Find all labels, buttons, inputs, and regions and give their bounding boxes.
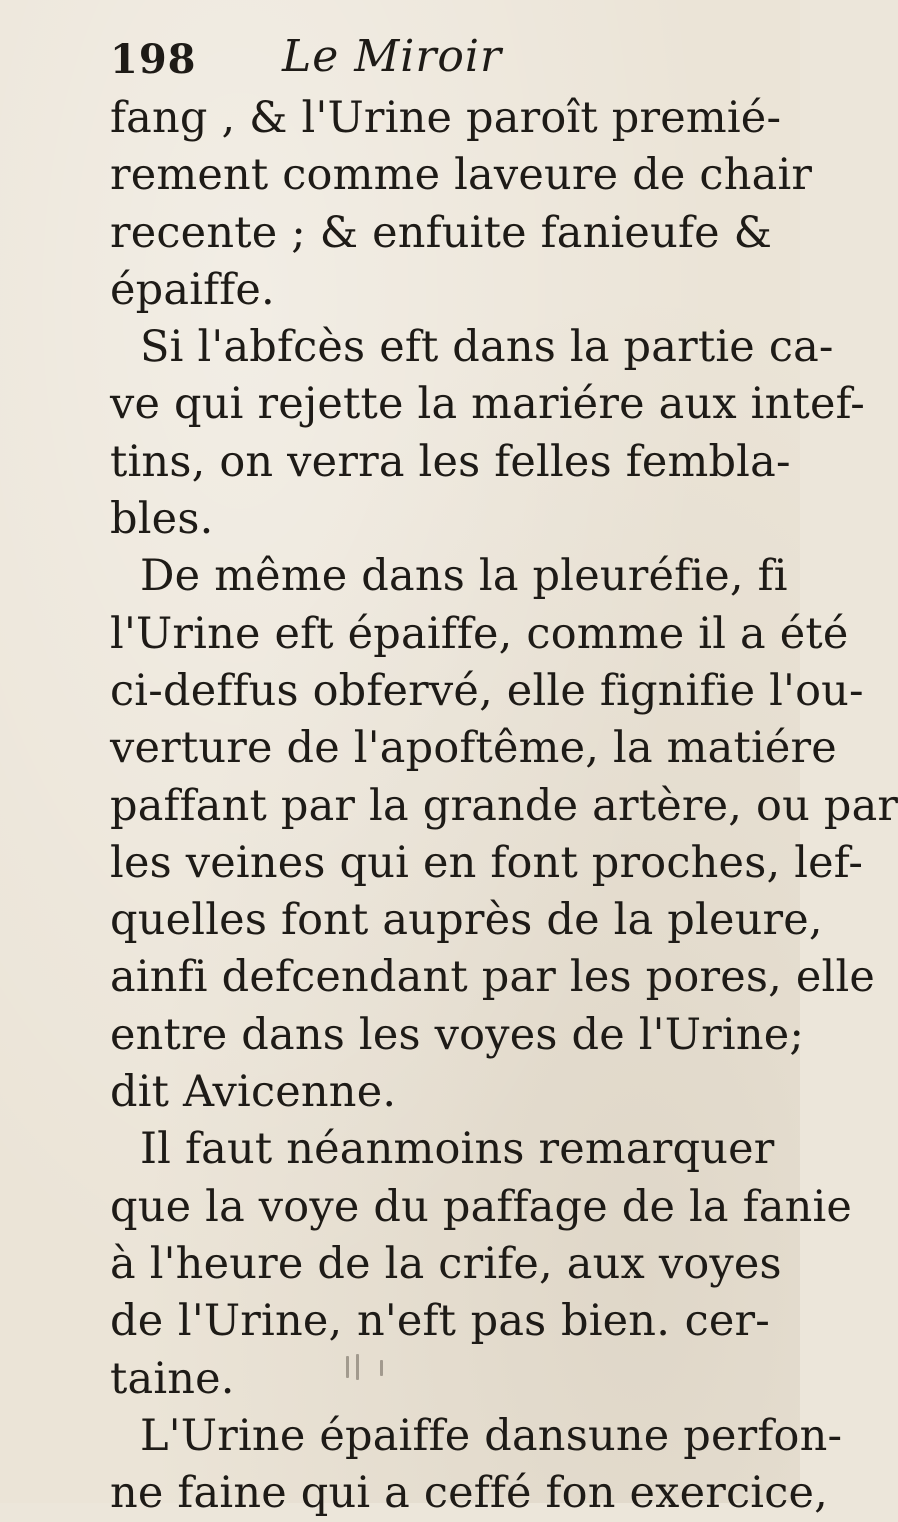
text-line: entre dans les voyes de l'Urine; [110, 1009, 805, 1060]
text-line: dit Avicenne. [110, 1067, 397, 1118]
ink-mark [356, 1354, 359, 1380]
text-line: Si l'abfcès eft dans la partie ca- [140, 322, 834, 373]
text-line: paffant par la grande artère, ou par [110, 780, 898, 831]
text-line: bles. [110, 494, 214, 545]
text-line: les veines qui en font proches, lef- [110, 837, 864, 888]
text-line: l'Urine eft épaiffe, comme il a été [110, 608, 849, 659]
ink-mark [380, 1360, 383, 1376]
ink-mark [346, 1356, 349, 1378]
text-line: tins, on verra les felles fembla- [110, 436, 791, 487]
text-line: fang , & l'Urine paroît premié- [110, 93, 782, 143]
bleed-through-marks [340, 1352, 400, 1392]
text-line: ainfi defcendant par les pores, elle [110, 952, 876, 1003]
text-line: ci-deffus obfervé, elle fignifie l'ou- [110, 665, 864, 716]
running-title: Le Miroir [282, 31, 502, 82]
text-line: que la voye du paffage de la fanie [110, 1181, 853, 1232]
text-line: ve qui rejette la mariére aux intef- [110, 379, 865, 430]
body-text [110, 90, 898, 1522]
text-line: Il faut néanmoins remarquer [140, 1124, 775, 1175]
text-line: De même dans la pleuréfie, fi [140, 551, 788, 602]
text-line: recente ; & enfuite fanieufe & [110, 207, 773, 258]
text-line: L'Urine épaiffe dansune perfon- [140, 1410, 843, 1461]
page-header [110, 30, 750, 82]
page-number: 198 [110, 36, 197, 83]
text-line: à l'heure de la crife, aux voyes [110, 1238, 782, 1289]
text-line: taine. [110, 1353, 235, 1404]
text-line: ne faine qui a ceffé fon exercice, [110, 1468, 829, 1519]
text-line: épaiffe. [110, 264, 275, 315]
text-line: de l'Urine, n'eft pas bien. cer- [110, 1296, 770, 1347]
text-line: quelles font auprès de la pleure, [110, 895, 823, 946]
text-line: verture de l'apoftême, la matiére [110, 723, 837, 774]
text-line: rement comme laveure de chair [110, 150, 813, 201]
